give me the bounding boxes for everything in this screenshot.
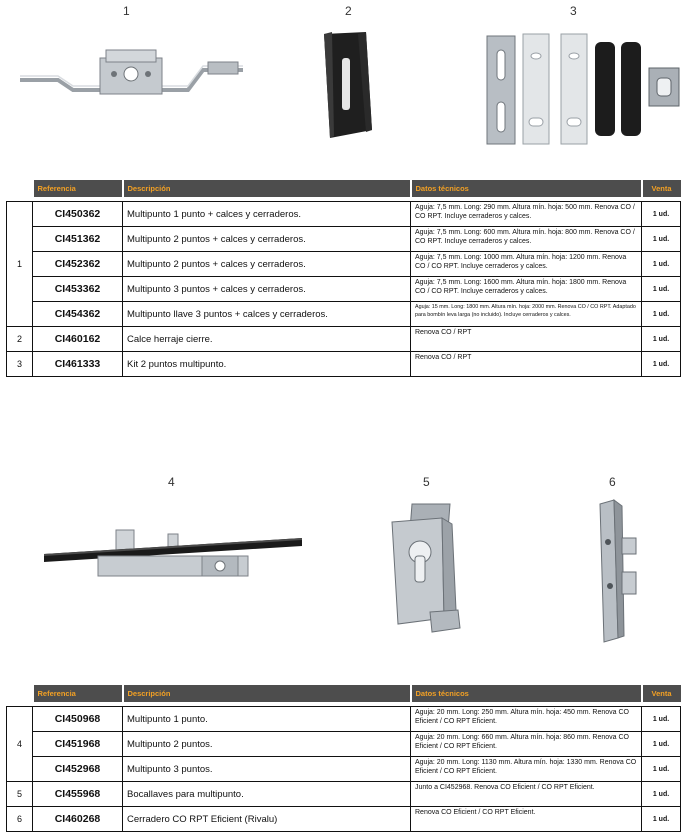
header-datos-tecnicos: Datos técnicos: [411, 180, 642, 197]
technical-data-cell: Renova CO / RPT: [411, 352, 642, 377]
reference-cell: CI451362: [33, 227, 123, 252]
kit-parts-image: [485, 30, 683, 152]
reference-cell: CI460162: [33, 327, 123, 352]
header-referencia: Referencia: [33, 180, 123, 197]
table-row: [7, 227, 681, 252]
image-number-4: 4: [168, 475, 175, 489]
reference-cell: CI461333: [33, 352, 123, 377]
group-number: 4: [7, 707, 33, 782]
group-number: 5: [7, 782, 33, 807]
reference-cell: CI451968: [33, 732, 123, 757]
description-cell: Cerradero CO RPT Eficient (Rivalu): [123, 807, 411, 832]
header-referencia: Referencia: [33, 685, 123, 702]
technical-data-cell: Aguja: 7,5 mm. Long: 600 mm. Altura mín. hoja: 800 mm. Renova CO / CO RPT. Incluye cerraderos y calces.: [411, 227, 642, 252]
technical-data-cell: Aguja: 20 mm. Long: 250 mm. Altura mín. hoja: 450 mm. Renova CO Eficient / CO RPT Eficient.: [411, 707, 642, 732]
image-number-6: 6: [609, 475, 616, 489]
header-datos-tecnicos: Datos técnicos: [411, 685, 642, 702]
technical-data-cell: Aguja: 7,5 mm. Long: 1000 mm. Altura mín. hoja: 1200 mm. Renova CO / CO RPT. Incluye cerraderos y calces.: [411, 252, 642, 277]
sale-unit-cell: 1 ud.: [642, 732, 681, 757]
sale-unit-cell: 1 ud.: [642, 227, 681, 252]
table-row: [7, 252, 681, 277]
table-row: [7, 327, 681, 352]
technical-data-cell: Aguja: 20 mm. Long: 660 mm. Altura mín. hoja: 860 mm. Renova CO Eficient / CO RPT Eficient.: [411, 732, 642, 757]
reference-cell: CI450968: [33, 707, 123, 732]
reference-cell: CI460268: [33, 807, 123, 832]
sale-unit-cell: 1 ud.: [642, 782, 681, 807]
reference-cell: CI454362: [33, 302, 123, 327]
sale-unit-cell: 1 ud.: [642, 252, 681, 277]
header-venta: Venta: [642, 685, 681, 702]
table-row: [7, 352, 681, 377]
description-cell: Multipunto 3 puntos.: [123, 757, 411, 782]
header-descripcion: Descripción: [123, 180, 411, 197]
shim-image: [318, 30, 378, 142]
description-cell: Multipunto 2 puntos.: [123, 732, 411, 757]
reference-cell: CI452968: [33, 757, 123, 782]
table-row: [7, 757, 681, 782]
technical-data-cell: Aguja: 15 mm. Long: 1800 mm. Altura mín. hoja: 2000 mm. Renova CO / CO RPT. Adaptado para bombín leva larga (no incluido). Incluye cerraderos y calces.: [411, 302, 642, 327]
table-row: [7, 202, 681, 227]
sale-unit-cell: 1 ud.: [642, 327, 681, 352]
image-number-2: 2: [345, 4, 352, 18]
header-descripcion: Descripción: [123, 685, 411, 702]
technical-data-cell: Aguja: 7,5 mm. Long: 290 mm. Altura mín. hoja: 500 mm. Renova CO / CO RPT. Incluye cerraderos y calces.: [411, 202, 642, 227]
table-row: [7, 302, 681, 327]
sale-unit-cell: 1 ud.: [642, 757, 681, 782]
reference-cell: CI450362: [33, 202, 123, 227]
image-number-3: 3: [570, 4, 577, 18]
description-cell: Bocallaves para multipunto.: [123, 782, 411, 807]
products-table-top: [6, 180, 681, 377]
technical-data-cell: Aguja: 7,5 mm. Long: 1600 mm. Altura mín. hoja: 1800 mm. Renova CO / CO RPT. Incluye cerraderos y calces.: [411, 277, 642, 302]
multipoint-rod-image: [42, 522, 304, 582]
description-cell: Kit 2 puntos multipunto.: [123, 352, 411, 377]
description-cell: Multipunto 1 punto.: [123, 707, 411, 732]
description-cell: Multipunto 1 punto + calces y cerraderos.: [123, 202, 411, 227]
description-cell: Multipunto 2 puntos + calces y cerraderos.: [123, 227, 411, 252]
sale-unit-cell: 1 ud.: [642, 707, 681, 732]
sale-unit-cell: 1 ud.: [642, 807, 681, 832]
table-row: [7, 277, 681, 302]
description-cell: Multipunto llave 3 puntos + calces y cerraderos.: [123, 302, 411, 327]
technical-data-cell: Junto a CI452968. Renova CO Eficient / CO RPT Eficient.: [411, 782, 642, 807]
sale-unit-cell: 1 ud.: [642, 352, 681, 377]
group-number: 2: [7, 327, 33, 352]
reference-cell: CI453362: [33, 277, 123, 302]
sale-unit-cell: 1 ud.: [642, 302, 681, 327]
sale-unit-cell: 1 ud.: [642, 202, 681, 227]
group-number: 6: [7, 807, 33, 832]
keyhole-plate-image: [386, 500, 462, 640]
description-cell: Multipunto 2 puntos + calces y cerraderos.: [123, 252, 411, 277]
reference-cell: CI452362: [33, 252, 123, 277]
group-number: 3: [7, 352, 33, 377]
multipoint-lock-image: [18, 40, 246, 100]
image-number-5: 5: [423, 475, 430, 489]
technical-data-cell: Aguja: 20 mm. Long: 1130 mm. Altura mín. hoja: 1330 mm. Renova CO Eficient / CO RPT Eficient.: [411, 757, 642, 782]
description-cell: Calce herraje cierre.: [123, 327, 411, 352]
table-row: [7, 782, 681, 807]
products-table-bottom: [6, 685, 681, 832]
table-row: [7, 707, 681, 732]
header-venta: Venta: [642, 180, 681, 197]
table-row: [7, 732, 681, 757]
group-number: 1: [7, 202, 33, 327]
technical-data-cell: Renova CO Eficient / CO RPT Eficient.: [411, 807, 642, 832]
image-number-1: 1: [123, 4, 130, 18]
sale-unit-cell: 1 ud.: [642, 277, 681, 302]
table-row: [7, 807, 681, 832]
description-cell: Multipunto 3 puntos + calces y cerraderos.: [123, 277, 411, 302]
technical-data-cell: Renova CO / RPT: [411, 327, 642, 352]
reference-cell: CI455968: [33, 782, 123, 807]
keeper-image: [596, 498, 646, 644]
